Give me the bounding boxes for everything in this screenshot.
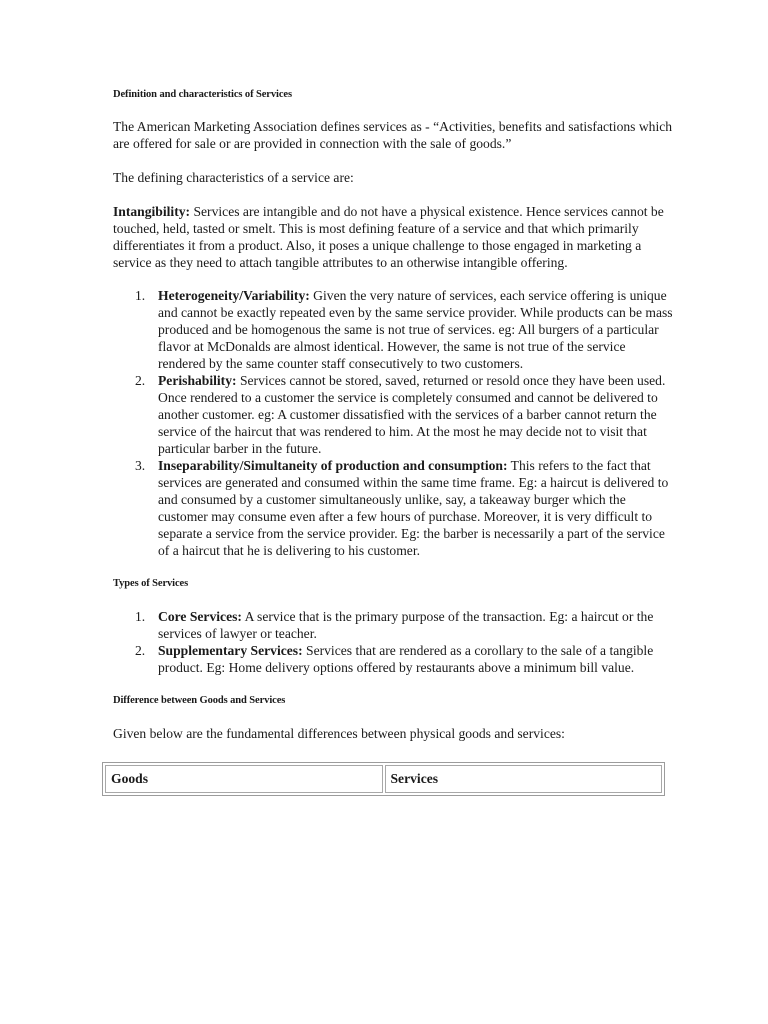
difference-intro: Given below are the fundamental differences between physical goods and services: <box>113 726 565 741</box>
list-item-text: Services that are rendered as a corollary to the sale of a tangible product. Eg: Home delivery options offered by restaurants above a minimum bill value. <box>158 643 654 675</box>
list-item-number: 3. <box>135 458 146 473</box>
heading-types: Types of Services <box>113 578 189 589</box>
goods-services-table <box>102 762 665 796</box>
characteristics-list <box>113 287 673 559</box>
types-list <box>113 608 673 676</box>
list-item-text: Services cannot be stored, saved, returned or resold once they have been used. Once rendered to a customer the service is completely consumed and cannot be delivered to another customer. eg: A customer dissatisfied with the services of a barber cannot return the service of the haircut that was rendered to him. At the most he may decide not to visit that particular barber in the future. <box>158 373 666 456</box>
list-item-term: Inseparability/Simultaneity of production and consumption: <box>158 458 508 473</box>
list-item-term: Supplementary Services: <box>158 643 303 658</box>
list-item <box>113 608 673 642</box>
list-item-number: 2. <box>135 373 146 388</box>
list-item-term: Heterogeneity/Variability: <box>158 288 310 303</box>
list-item <box>113 457 673 559</box>
document-page <box>113 88 673 796</box>
list-item <box>113 372 673 457</box>
heading-difference: Difference between Goods and Services <box>113 695 286 706</box>
list-item-text: This refers to the fact that services are generated and consumed within the same time frame. Eg: a haircut is delivered to and consumed by a customer simultaneously unlike, say, a takeaway burger which the customer may consume even after a few hours of purchase. Moreover, it is very difficult to separate a service from the service provider. Eg: the barber is necessarily a part of the service of a haircut that he is delivering to his customer. <box>158 458 669 558</box>
heading-definition: Definition and characteristics of Services <box>113 89 292 100</box>
list-item <box>113 642 673 676</box>
list-item-text: Given the very nature of services, each service offering is unique and cannot be exactly repeated even by the same service provider. While products can be mass produced and be homogenous the same is not true of services. eg: All burgers of a particular flavor at McDonalds are almost identical. However, the same is not true of the service rendered by the same counter staff consecutively to two customers. <box>158 288 673 371</box>
list-item-number: 1. <box>135 288 146 303</box>
list-item <box>113 287 673 372</box>
table-header-goods: Goods <box>105 765 383 793</box>
characteristics-intro: The defining characteristics of a service are: <box>113 170 354 185</box>
intangibility-term: Intangibility: <box>113 204 191 219</box>
intangibility-paragraph <box>113 203 673 271</box>
intangibility-text: Services are intangible and do not have a physical existence. Hence services cannot be touched, held, tasted or smelt. This is most defining feature of a service and that which primarily differentiates it from a product. Also, it poses a unique challenge to those engaged in marketing a service as they need to attach tangible attributes to an otherwise intangible offering. <box>113 204 664 270</box>
list-item-text: A service that is the primary purpose of the transaction. Eg: a haircut or the services of lawyer or teacher. <box>158 609 654 641</box>
list-item-term: Core Services: <box>158 609 242 624</box>
list-item-number: 2. <box>135 643 146 658</box>
table-header-services: Services <box>385 765 663 793</box>
ama-definition-paragraph: The American Marketing Association defines services as - “Activities, benefits and satisfactions which are offered for sale or are provided in connection with the sale of goods.” <box>113 119 673 151</box>
table-header-row <box>105 765 662 793</box>
list-item-term: Perishability: <box>158 373 237 388</box>
list-item-number: 1. <box>135 609 146 624</box>
